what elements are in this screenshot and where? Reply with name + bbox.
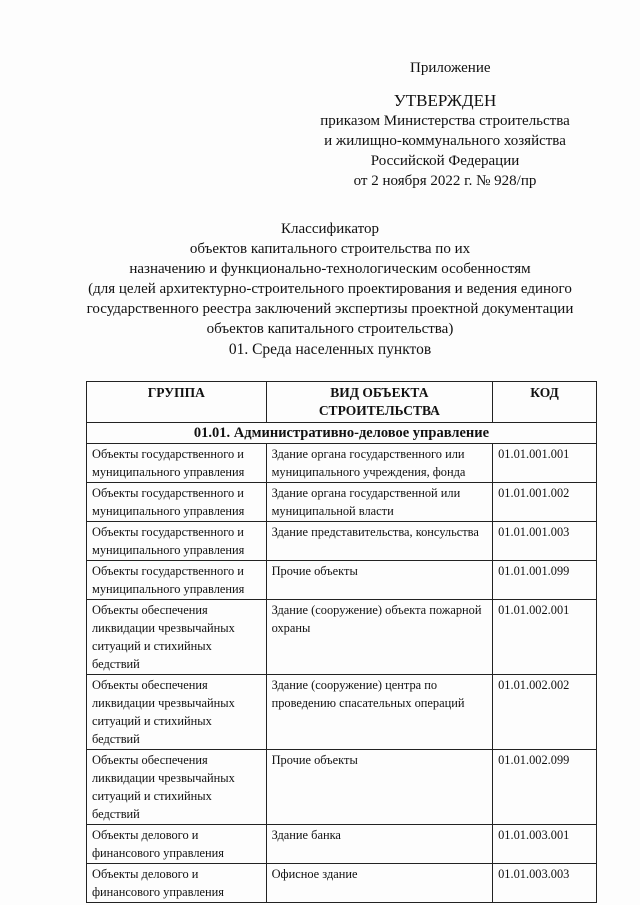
table-row	[87, 825, 597, 864]
order-line: и жилищно-коммунального хозяйства	[324, 133, 566, 149]
table-header-row	[87, 382, 597, 423]
table-row	[87, 864, 597, 903]
cell-code: 01.01.002.099	[493, 750, 597, 825]
cell-code: 01.01.002.001	[493, 600, 597, 675]
cell-type: Здание (сооружение) центра по проведению спасательных операций	[266, 675, 493, 750]
table-row	[87, 444, 597, 483]
column-header-type: ВИД ОБЪЕКТА СТРОИТЕЛЬСТВА	[266, 382, 493, 423]
table-row	[87, 522, 597, 561]
cell-code: 01.01.003.001	[493, 825, 597, 864]
cell-group: Объекты государственного и муниципального управления	[87, 522, 267, 561]
cell-group: Объекты делового и финансового управления	[87, 825, 267, 864]
table-row	[87, 600, 597, 675]
cell-group: Объекты обеспечения ликвидации чрезвычайных ситуаций и стихийных бедствий	[87, 675, 267, 750]
cell-code: 01.01.001.099	[493, 561, 597, 600]
cell-group: Объекты делового и финансового управления	[87, 864, 267, 903]
order-line: приказом Министерства строительства	[320, 113, 570, 129]
cell-code: 01.01.001.003	[493, 522, 597, 561]
column-header-code: КОД	[493, 382, 597, 423]
group-heading-row	[87, 423, 597, 444]
order-reference	[300, 111, 590, 191]
cell-code: 01.01.001.001	[493, 444, 597, 483]
table-row	[87, 675, 597, 750]
cell-group: Объекты государственного и муниципального управления	[87, 561, 267, 600]
title-line: назначению и функционально-технологическим особенностям	[129, 261, 531, 277]
appendix-label: Приложение	[410, 60, 491, 76]
cell-code: 01.01.002.002	[493, 675, 597, 750]
title-line: объектов капитального строительства по их	[189, 241, 471, 257]
cell-type: Офисное здание	[266, 864, 493, 903]
classifier-table	[86, 381, 597, 903]
cell-type: Прочие объекты	[266, 561, 493, 600]
cell-group: Объекты обеспечения ликвидации чрезвычайных ситуаций и стихийных бедствий	[87, 600, 267, 675]
cell-code: 01.01.001.002	[493, 483, 597, 522]
cell-code: 01.01.003.003	[493, 864, 597, 903]
cell-type: Здание органа государственной или муниципальной власти	[266, 483, 493, 522]
table-row	[87, 750, 597, 825]
cell-type: Здание (сооружение) объекта пожарной охраны	[266, 600, 493, 675]
column-header-group: ГРУППА	[87, 382, 267, 423]
table-row	[87, 483, 597, 522]
cell-group: Объекты государственного и муниципального управления	[87, 444, 267, 483]
order-line: от 2 ноября 2022 г. № 928/пр	[353, 173, 537, 189]
cell-group: Объекты обеспечения ликвидации чрезвычайных ситуаций и стихийных бедствий	[87, 750, 267, 825]
cell-type: Здание представительства, консульства	[266, 522, 493, 561]
title-line: (для целей архитектурно-строительного проектирования и ведения единого	[88, 281, 572, 297]
cell-group: Объекты государственного и муниципального управления	[87, 483, 267, 522]
cell-type: Здание банка	[266, 825, 493, 864]
section-title: 01. Среда населенных пунктов	[228, 341, 432, 358]
cell-type: Прочие объекты	[266, 750, 493, 825]
title-line: объектов капитального строительства)	[206, 321, 454, 337]
document-title	[60, 219, 600, 339]
cell-type: Здание органа государственного или муниципального учреждения, фонда	[266, 444, 493, 483]
title-line: государственного реестра заключений экспертизы проектной документации	[86, 301, 574, 317]
approved-label: УТВЕРЖДЕН	[393, 91, 497, 110]
table-row	[87, 561, 597, 600]
group-heading: 01.01. Административно-деловое управление	[87, 423, 597, 444]
order-line: Российской Федерации	[370, 153, 520, 169]
title-line: Классификатор	[281, 221, 379, 237]
